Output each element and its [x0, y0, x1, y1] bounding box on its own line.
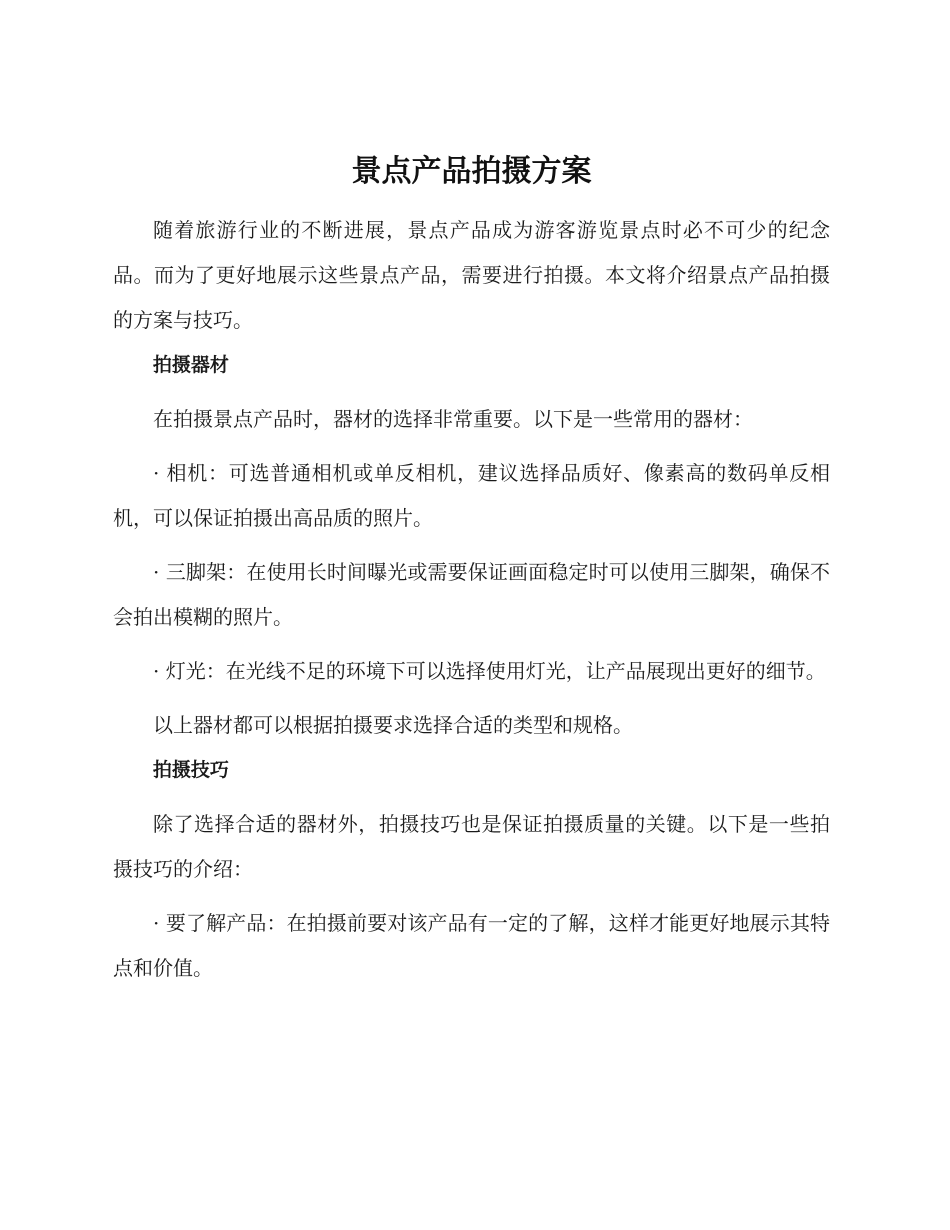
equipment-lead-paragraph: 在拍摄景点产品时，器材的选择非常重要。以下是一些常用的器材： — [153, 407, 753, 431]
document-page — [113, 148, 830, 991]
document-title: 景点产品拍摄方案 — [351, 154, 592, 189]
skills-item-know-product: · 要了解产品：在拍摄前要对该产品有一定的了解，这样才能更好地展示其特点和价值。 — [113, 911, 830, 980]
equipment-closing-paragraph: 以上器材都可以根据拍摄要求选择合适的类型和规格。 — [153, 713, 633, 737]
equipment-item-camera: · 相机：可选普通相机或单反相机，建议选择品质好、像素高的数码单反相机，可以保证拍摄出高品质的照片。 — [113, 461, 830, 530]
section-heading-skills: 拍摄技巧 — [152, 759, 229, 781]
skills-lead-paragraph: 除了选择合适的器材外，拍摄技巧也是保证拍摄质量的关键。以下是一些拍摄技巧的介绍： — [113, 812, 830, 881]
intro-paragraph: 随着旅游行业的不断进展，景点产品成为游客游览景点时必不可少的纪念品。而为了更好地展示这些景点产品，需要进行拍摄。本文将介绍景点产品拍摄的方案与技巧。 — [113, 218, 830, 332]
equipment-item-tripod: · 三脚架：在使用长时间曝光或需要保证画面稳定时可以使用三脚架，确保不会拍出模糊的照片。 — [113, 560, 830, 629]
section-heading-equipment: 拍摄器材 — [152, 354, 229, 376]
equipment-item-lighting: · 灯光：在光线不足的环境下可以选择使用灯光，让产品展现出更好的细节。 — [153, 659, 826, 683]
